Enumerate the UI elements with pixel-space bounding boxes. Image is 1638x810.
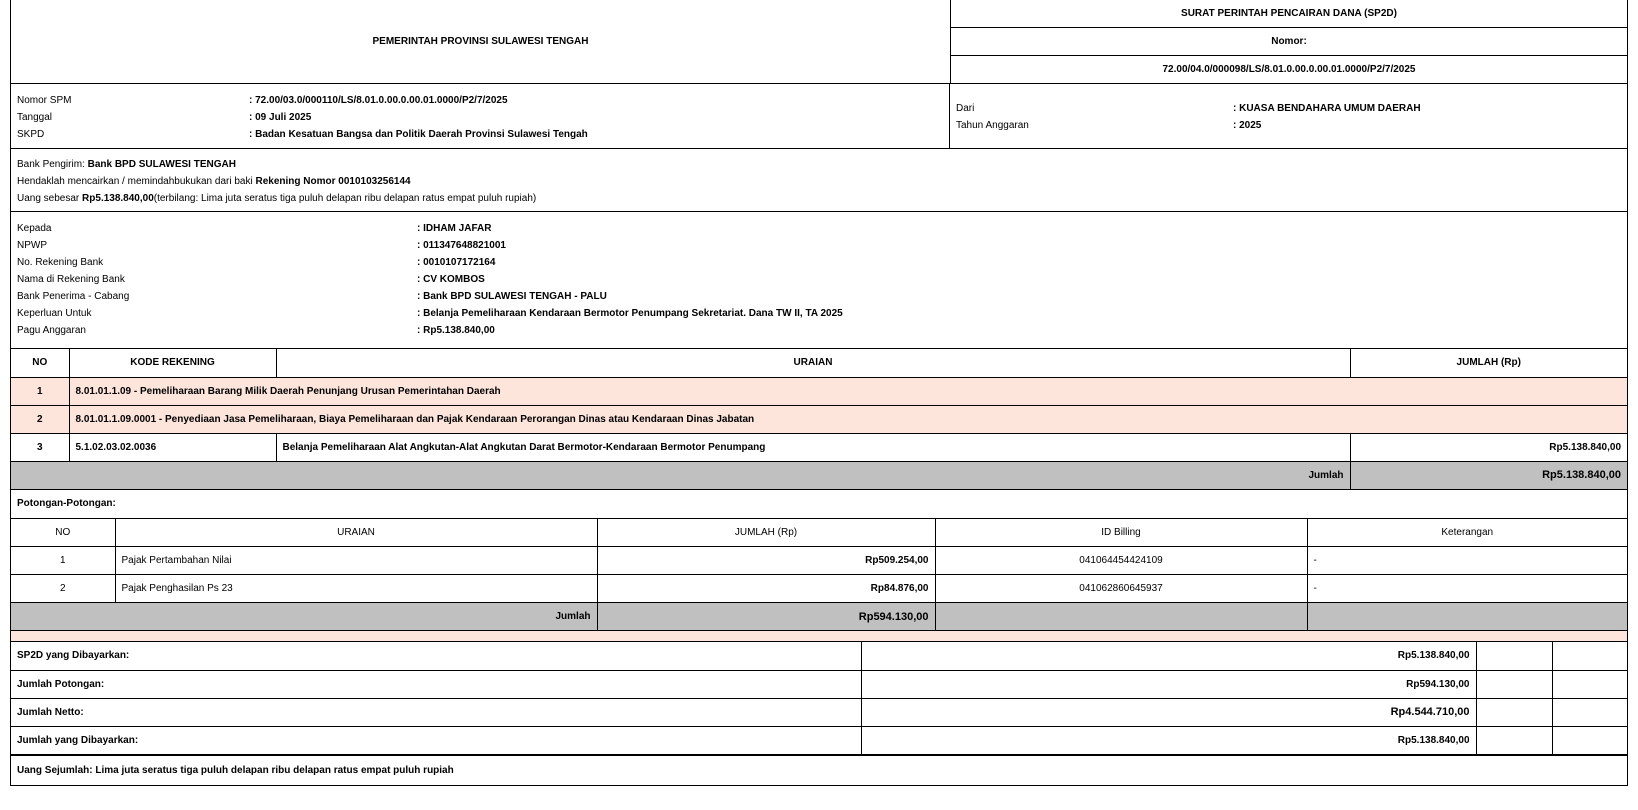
total-row	[11, 461, 1627, 489]
summary-row: Jumlah yang Dibayarkan: Rp5.138.840,00	[11, 726, 1627, 754]
spm-info	[11, 84, 1627, 149]
penerima-row: Kepada : IDHAM JAFAR	[17, 223, 492, 234]
potongan-total-label: Jumlah	[11, 603, 597, 631]
total-row	[11, 603, 1627, 631]
uang-sebesar-line: Uang sebesar Rp5.138.840,00 (terbilang: Lima juta seratus tiga puluh delapan ribu delapan ratus empat puluh rupiah)	[17, 193, 537, 204]
tahun-anggaran-row: Tahun Anggaran : 2025	[956, 120, 1262, 131]
potongan-total-value: Rp594.130,00	[597, 603, 935, 631]
table-header-row	[11, 349, 1627, 377]
nomor-value: 72.00/04.0/000098/LS/8.01.0.00.0.00.01.0000/P2/7/2025	[1162, 64, 1416, 75]
government-name: PEMERINTAH PROVINSI SULAWESI TENGAH	[11, 0, 951, 83]
spm-tanggal-row: Tanggal : 09 Juli 2025	[17, 112, 312, 123]
rekening-line: Hendaklah mencairkan / memindahbukukan dari baki Rekening Nomor 0010103256144	[17, 176, 411, 187]
potongan-table	[11, 519, 1627, 632]
dari-block	[950, 84, 1627, 148]
penerima-section	[11, 212, 1627, 349]
summary-row: SP2D yang Dibayarkan: Rp5.138.840,00	[11, 642, 1627, 670]
total-label: Jumlah	[11, 461, 1350, 489]
penerima-row: Pagu Anggaran : Rp5.138.840,00	[17, 325, 495, 336]
summary-row: Jumlah Potongan: Rp594.130,00	[11, 670, 1627, 698]
potongan-title: Potongan-Potongan:	[11, 490, 1627, 519]
summary-table-wrap	[11, 642, 1627, 755]
col-header-kode: KODE REKENING	[69, 349, 276, 377]
col-header-uraian: URAIAN	[276, 349, 1350, 377]
table-row: 1 Pajak Pertambahan Nilai Rp509.254,00 041064454424109 -	[11, 547, 1627, 575]
document-header	[11, 0, 1627, 84]
summary-table	[11, 642, 1627, 755]
rincian-table-wrap	[11, 349, 1627, 490]
spm-block	[11, 84, 950, 148]
table-row: 2 Pajak Penghasilan Ps 23 Rp84.876,00 041062860645937 -	[11, 575, 1627, 603]
penerima-row: Keperluan Untuk : Belanja Pemeliharaan Kendaraan Bermotor Penumpang Sekretariat. Dana TW II, TA 2025	[17, 308, 843, 319]
uang-sejumlah: Uang Sejumlah: Lima juta seratus tiga puluh delapan ribu delapan ratus empat puluh rupiah	[11, 755, 1627, 785]
table-row: 3 5.1.02.03.02.0036 Belanja Pemeliharaan Alat Angkutan-Alat Angkutan Darat Bermotor-Kendaraan Bermotor Penumpang Rp5.138.840,00	[11, 433, 1627, 461]
bank-pengirim-line: Bank Pengirim: Bank BPD SULAWESI TENGAH	[17, 159, 236, 170]
document-title: SURAT PERINTAH PENCAIRAN DANA (SP2D)	[951, 0, 1627, 28]
table-row: 2 8.01.01.1.09.0001 - Penyediaan Jasa Pemeliharaan, Biaya Pemeliharaan dan Pajak Kendaraan Perorangan Dinas atau Kendaraan Dinas Jabatan	[11, 405, 1627, 433]
col-header-jumlah: JUMLAH (Rp)	[1350, 349, 1627, 377]
nomor-label: Nomor:	[951, 28, 1627, 56]
penerima-row: No. Rekening Bank : 0010107172164	[17, 257, 496, 268]
rincian-table	[11, 349, 1627, 490]
spacer-band	[11, 631, 1627, 642]
col-header-no: NO	[11, 349, 69, 377]
spm-nomor-row: Nomor SPM : 72.00/03.0/000110/LS/8.01.0.00.0.00.01.0000/P2/7/2025	[17, 95, 508, 106]
penerima-row: NPWP : 011347648821001	[17, 240, 506, 251]
total-value: Rp5.138.840,00	[1350, 461, 1627, 489]
document-title-block	[951, 0, 1627, 83]
spm-skpd-row: SKPD : Badan Kesatuan Bangsa dan Politik Daerah Provinsi Sulawesi Tengah	[17, 129, 588, 140]
sp2d-document	[10, 0, 1628, 786]
penerima-row: Bank Penerima - Cabang : Bank BPD SULAWESI TENGAH - PALU	[17, 291, 607, 302]
table-row: 1 8.01.01.1.09 - Pemeliharaan Barang Milik Daerah Penunjang Urusan Pemerintahan Daerah	[11, 377, 1627, 405]
bank-pengirim-section	[11, 149, 1627, 212]
summary-row: Jumlah Netto: Rp4.544.710,00	[11, 698, 1627, 726]
dari-row: Dari : KUASA BENDAHARA UMUM DAERAH	[956, 103, 1421, 114]
potongan-table-wrap	[11, 519, 1627, 632]
table-header-row: NO URAIAN JUMLAH (Rp) ID Billing Keterangan	[11, 519, 1627, 547]
penerima-row: Nama di Rekening Bank : CV KOMBOS	[17, 274, 485, 285]
